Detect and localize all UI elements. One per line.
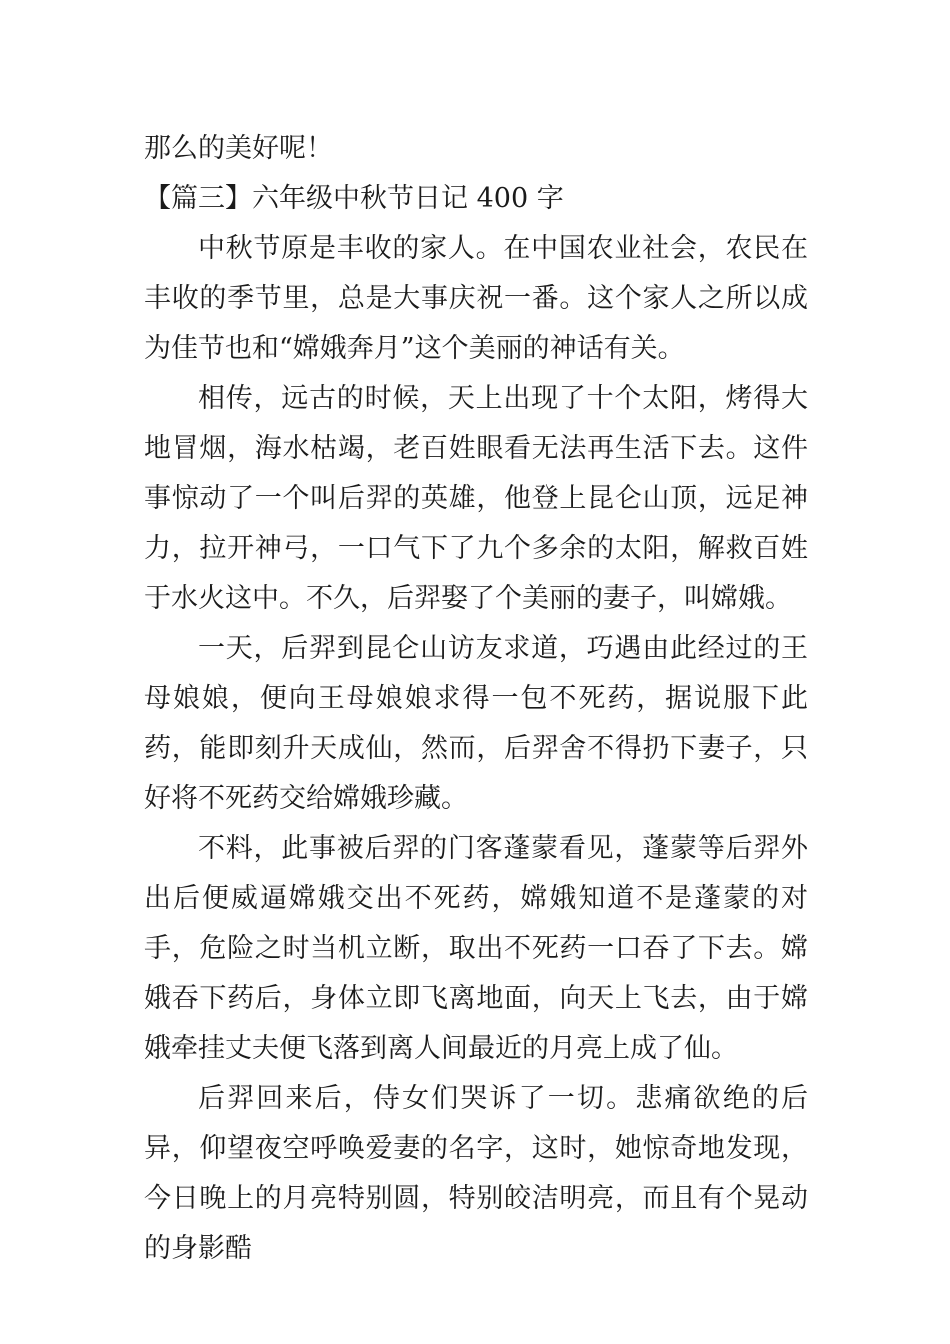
section-heading: 【篇三】六年级中秋节日记 400 字 — [144, 183, 564, 214]
document-body — [144, 124, 808, 1274]
paragraph-5: 后羿回来后，侍女们哭诉了一切。悲痛欲绝的后异，仰望夜空呼唤爱妻的名字，这时，她惊奇地发现，今日晚上的月亮特别圆，特别皎洁明亮，而且有个晃动的身影酷 — [144, 1083, 808, 1264]
paragraph-1: 中秋节原是丰收的家人。在中国农业社会，农民在丰收的季节里，总是大事庆祝一番。这个家人之所以成为佳节也和“嫦娥奔月”这个美丽的神话有关。 — [144, 233, 808, 364]
paragraph-3: 一天，后羿到昆仑山访友求道，巧遇由此经过的王母娘娘，便向王母娘娘求得一包不死药，据说服下此药，能即刻升天成仙，然而，后羿舍不得扔下妻子，只好将不死药交给嫦娥珍藏。 — [144, 633, 808, 814]
paragraph-4: 不料，此事被后羿的门客蓬蒙看见，蓬蒙等后羿外出后便威逼嫦娥交出不死药，嫦娥知道不是蓬蒙的对手，危险之时当机立断，取出不死药一口吞了下去。嫦娥吞下药后，身体立即飞离地面，向天上飞去，由于嫦娥牵挂丈夫便飞落到离人间最近的月亮上成了仙。 — [144, 833, 808, 1064]
lead-line: 那么的美好呢！ — [144, 133, 333, 164]
paragraph-2: 相传，远古的时候，天上出现了十个太阳，烤得大地冒烟，海水枯竭，老百姓眼看无法再生活下去。这件事惊动了一个叫后羿的英雄，他登上昆仑山顶，远足神力，拉开神弓，一口气下了九个多余的太阳，解救百姓于水火这中。不久，后羿娶了个美丽的妻子，叫嫦娥。 — [144, 383, 808, 614]
